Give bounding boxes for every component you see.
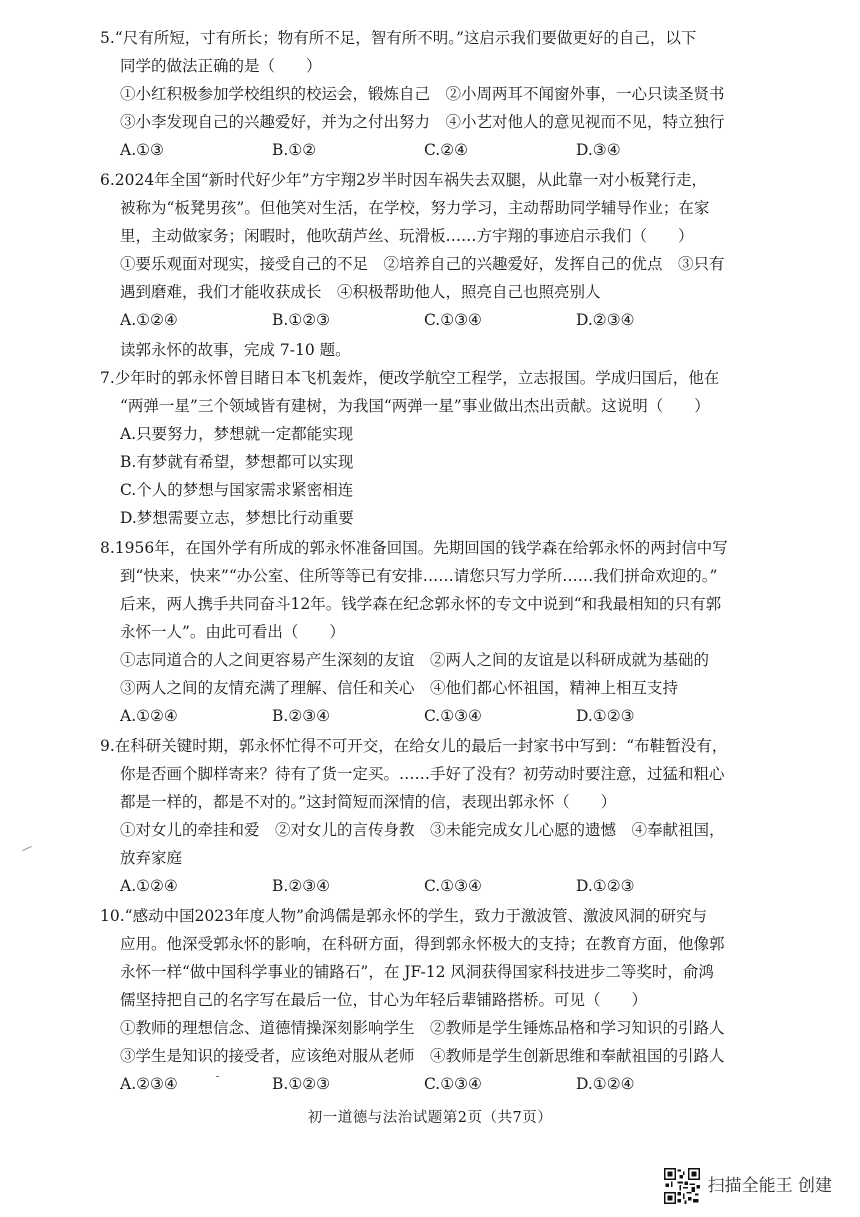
option-a: A.只要努力，梦想就一定都能实现 <box>120 425 354 443</box>
option-d: D.①②③ <box>576 707 635 725</box>
question-8 <box>100 534 800 730</box>
question-stem-line: 永怀一样“做中国科学事业的铺路石”，在 JF-12 风洞获得国家科技进步二等奖时，俞鸿 <box>120 963 714 981</box>
option-c: C.②④ <box>424 141 469 159</box>
page-footer: 初一道德与法治试题第2页（共7页） <box>307 1110 553 1126</box>
option-a: A.①②④ <box>120 877 178 895</box>
option-a: A.②③④ <box>120 1075 178 1093</box>
option-c: C.①③④ <box>424 1075 482 1093</box>
reading-intro: 读郭永怀的故事，完成 7-10 题。 <box>120 341 351 359</box>
question-stem-line: 儒坚持把自己的名字写在最后一位，甘心为年轻后辈铺路搭桥。可见（ ） <box>120 991 648 1009</box>
option-d: D.③④ <box>576 141 621 159</box>
option-a: A.①③ <box>120 141 164 159</box>
question-10 <box>100 902 800 1098</box>
answer-options <box>100 136 800 164</box>
statement-line: ③两人之间的友情充满了理解、信任和关心 ④他们都心怀祖国，精神上相互支持 <box>120 679 679 697</box>
question-stem-line: 10.“感动中国2023年度人物”俞鸿儒是郭永怀的学生，致力于激波管、激波风洞的研究与 <box>100 907 707 925</box>
option-a: A.①②④ <box>120 707 178 725</box>
question-stem-line: 后来，两人携手共同奋斗12年。钱学森在纪念郭永怀的专文中说到“和我最相知的只有郭 <box>120 595 722 613</box>
question-stem-line: 5.“尺有所短，寸有所长；物有所不足，智有所不明。”这启示我们要做更好的自己，以下 <box>100 29 697 47</box>
watermark-text: 扫描全能王 创建 <box>707 1176 832 1196</box>
option-d: D.②③④ <box>576 311 635 329</box>
question-stem-line: 都是一样的，都是不对的。”这封简短而深情的信，表现出郭永怀（ ） <box>120 793 617 811</box>
option-a: A.①②④ <box>120 311 178 329</box>
option-c: C.①③④ <box>424 877 482 895</box>
scanner-watermark <box>664 1168 832 1204</box>
option-b: B.①②③ <box>272 311 331 329</box>
exam-page <box>100 24 800 1100</box>
question-stem-line: 被称为“板凳男孩”。但他笑对生活，在学校，努力学习，主动帮助同学辅导作业；在家 <box>120 199 710 217</box>
option-d: D.①②③ <box>576 877 635 895</box>
statement-line: ①要乐观面对现实，接受自己的不足 ②培养自己的兴趣爱好，发挥自己的优点 ③只有 <box>120 255 725 273</box>
option-b: B.②③④ <box>272 877 331 895</box>
qr-code-icon <box>664 1168 700 1204</box>
question-stem-line: 9.在科研关键时期，郭永怀忙得不可开交，在给女儿的最后一封家书中写到：“布鞋暂没有， <box>100 737 728 755</box>
question-stem-line: 到“快来，快来”“办公室、住所等等已有安排……请您只写力学所……我们拼命欢迎的。” <box>120 567 718 585</box>
question-6 <box>100 166 800 334</box>
option-c: C.①③④ <box>424 707 482 725</box>
question-7 <box>100 364 800 532</box>
question-stem-line: 你是否画个脚样寄来？待有了货一定买。……手好了没有？初劳动时要注意，过猛和粗心 <box>120 765 725 783</box>
answer-options <box>100 702 800 730</box>
answer-options <box>100 872 800 900</box>
scan-mark <box>22 846 31 851</box>
question-stem-line: 里，主动做家务；闲暇时，他吹葫芦丝、玩滑板……方宇翔的事迹启示我们（ ） <box>120 227 694 245</box>
statement-line: ③学生是知识的接受者，应该绝对服从老师 ④教师是学生创新思维和奉献祖国的引路人 <box>120 1047 725 1065</box>
answer-options <box>100 306 800 334</box>
option-d: D.①②④ <box>576 1075 635 1093</box>
question-stem-line: 6.2024年全国“新时代好少年”方宇翔2岁半时因车祸失去双腿，从此靠一对小板凳行走， <box>100 171 707 189</box>
question-stem-line: 8.1956年，在国外学有所成的郭永怀准备回国。先期回国的钱学森在给郭永怀的两封信中写 <box>100 539 728 557</box>
question-stem-line: “两弹一星”三个领域皆有建树，为我国“两弹一星”事业做出杰出贡献。这说明（ ） <box>120 397 710 415</box>
answer-options <box>100 1070 800 1098</box>
statement-line: ③小李发现自己的兴趣爱好，并为之付出努力 ④小艺对他人的意见视而不见，特立独行 <box>120 113 725 131</box>
question-stem-line: 7.少年时的郭永怀曾目睹日本飞机轰炸，便改学航空工程学，立志报国。学成归国后，他在 <box>100 369 720 387</box>
statement-line: 放弃家庭 <box>120 849 183 867</box>
statement-line: ①志同道合的人之间更容易产生深刻的友谊 ②两人之间的友谊是以科研成就为基础的 <box>120 651 710 669</box>
question-stem-line: 应用。他深受郭永怀的影响，在科研方面，得到郭永怀极大的支持；在教育方面，他像郭 <box>120 935 725 953</box>
scan-mark <box>216 1076 219 1077</box>
option-b: B.①② <box>272 141 317 159</box>
statement-line: ①小红积极参加学校组织的校运会，锻炼自己 ②小周两耳不闻窗外事，一心只读圣贤书 <box>120 85 725 103</box>
statement-line: ①对女儿的牵挂和爱 ②对女儿的言传身教 ③未能完成女儿心愿的遗憾 ④奉献祖国， <box>120 821 725 839</box>
question-stem-line: 永怀一人”。由此可看出（ ） <box>120 623 345 641</box>
option-d: D.梦想需要立志，梦想比行动重要 <box>120 509 354 527</box>
question-9 <box>100 732 800 900</box>
statement-line: 遇到磨难，我们才能收获成长 ④积极帮助他人，照亮自己也照亮别人 <box>120 283 601 301</box>
question-5 <box>100 24 800 164</box>
option-b: B.②③④ <box>272 707 331 725</box>
option-c: C.个人的梦想与国家需求紧密相连 <box>120 481 354 499</box>
statement-line: ①教师的理想信念、道德情操深刻影响学生 ②教师是学生锤炼品格和学习知识的引路人 <box>120 1019 725 1037</box>
option-b: B.①②③ <box>272 1075 331 1093</box>
option-c: C.①③④ <box>424 311 482 329</box>
option-b: B.有梦就有希望，梦想都可以实现 <box>120 453 354 471</box>
question-stem-line: 同学的做法正确的是（ ） <box>120 57 322 75</box>
